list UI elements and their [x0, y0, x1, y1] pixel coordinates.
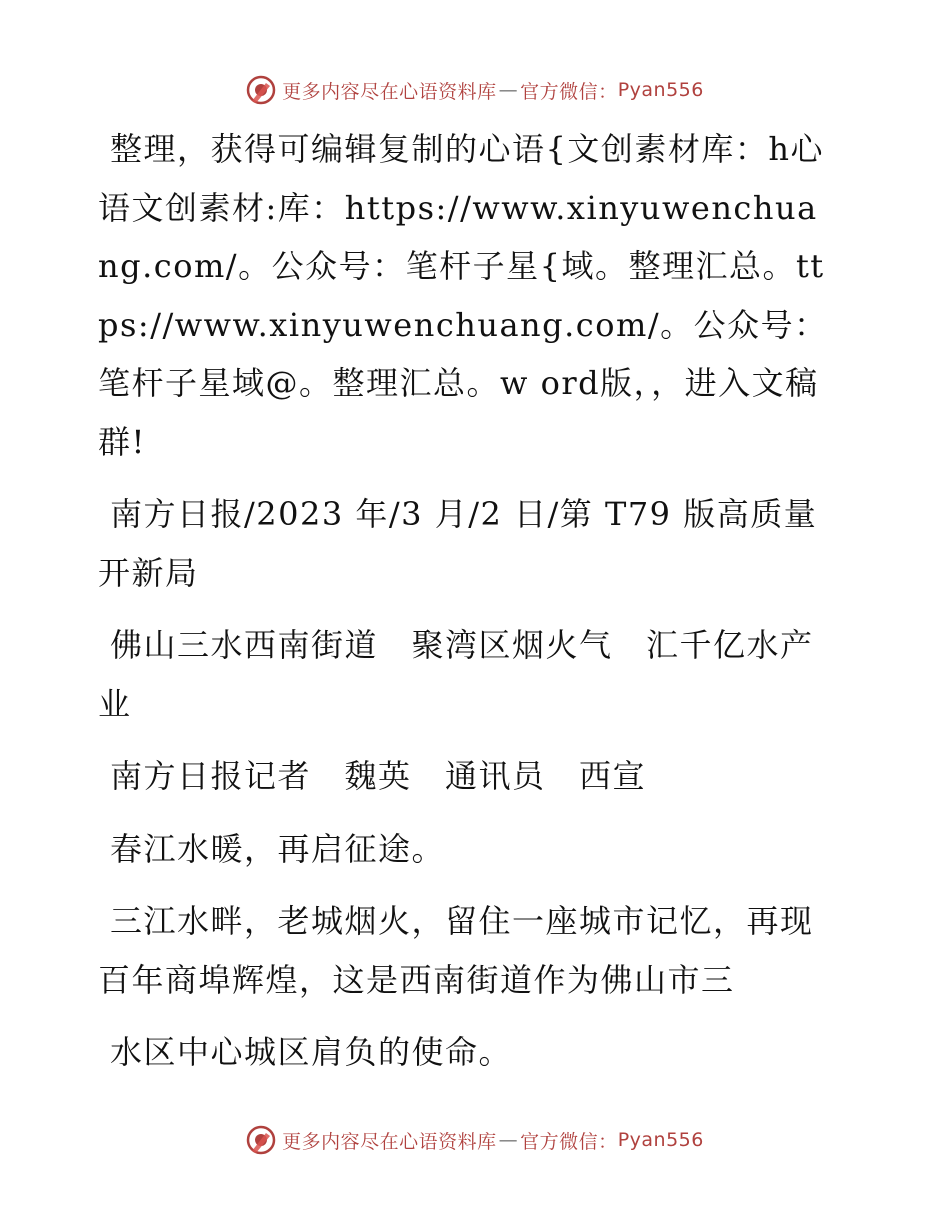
- intro-paragraph: 整理，获得可编辑复制的心语{文创素材库：h心语文创素材:库：https://www.xinyuwenchuang.com/。公众号：笔杆子星{域。整理汇总。ttps://www.xinyuwenchuang.com/。公众号：笔杆子星域@。整理汇总。w ord版，，进入文稿群!: [98, 130, 828, 461]
- body-paragraph: 三江水畔，老城烟火，留住一座城市记忆，再现百年商埠辉煌，这是西南街道作为佛山市三: [98, 902, 814, 999]
- pen-logo-icon: [246, 1125, 276, 1155]
- banner-separator: —: [498, 79, 519, 101]
- banner-text: 更多内容尽在心语资料库: [282, 80, 497, 103]
- document-body: [98, 120, 838, 1082]
- source-headline-paragraph: 南方日报/2023 年/3 月/2 日/第 T79 版高质量开新局: [98, 495, 818, 592]
- header-watermark-banner: [0, 70, 950, 110]
- banner-wechat-id: Pyan556: [617, 79, 704, 101]
- pen-logo-icon: [246, 75, 276, 105]
- banner-wechat-label: 官方微信：: [520, 1130, 618, 1153]
- footer-watermark-banner: [0, 1120, 950, 1160]
- article-title-paragraph: 佛山三水西南街道 聚湾区烟火气 汇千亿水产业: [98, 626, 814, 723]
- body-paragraph: 水区中心城区肩负的使命。: [110, 1033, 513, 1071]
- banner-wechat-id: Pyan556: [617, 1129, 704, 1151]
- body-paragraph: 春江水暖，再启征途。: [110, 829, 446, 868]
- banner-text: 更多内容尽在心语资料库: [282, 1130, 497, 1153]
- banner-wechat-label: 官方微信：: [520, 80, 618, 103]
- byline-paragraph: 南方日报记者 魏英 通讯员 西宣: [110, 757, 647, 795]
- banner-separator: —: [498, 1129, 519, 1151]
